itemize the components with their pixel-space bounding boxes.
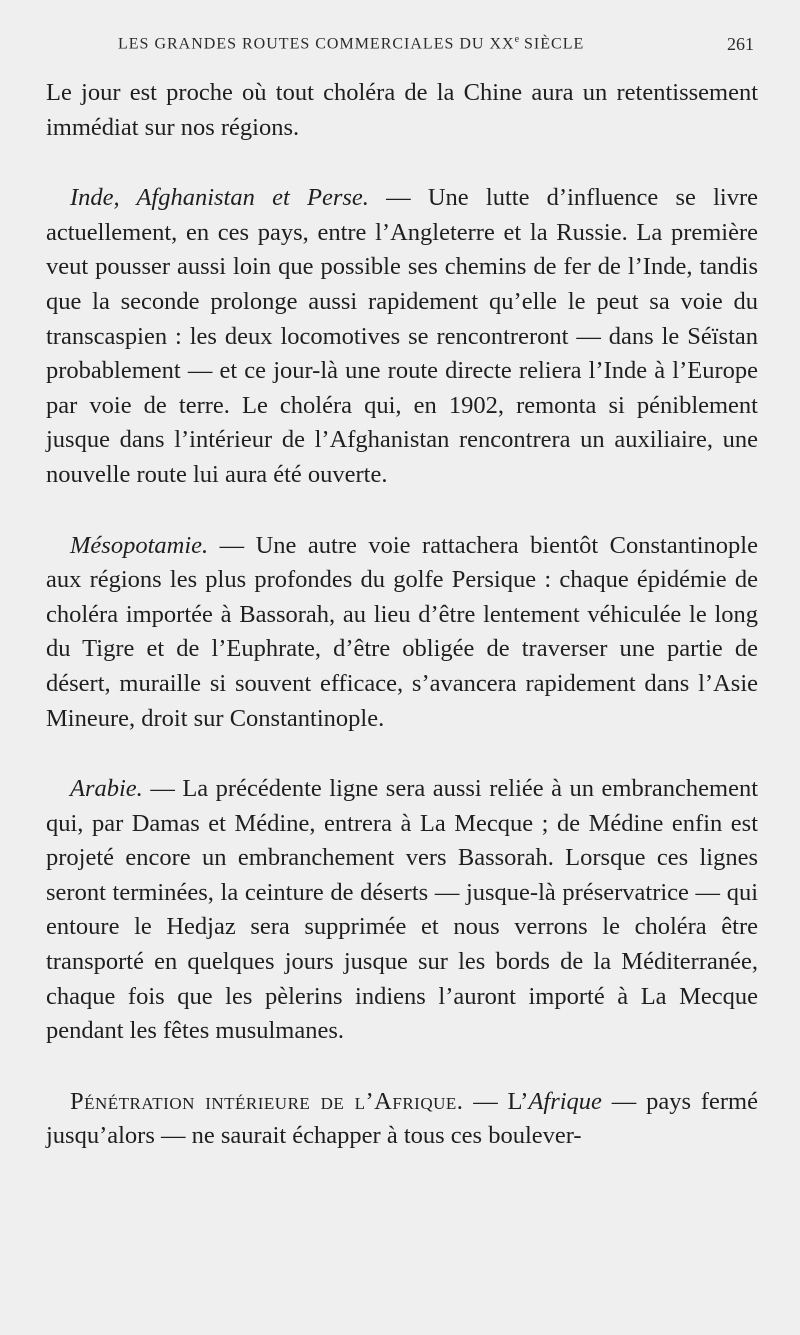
- paragraph-intro: Le jour est proche où tout choléra de la Chine aura un retentissement immédiat sur nos régions.: [46, 79, 758, 141]
- section-lead-inde: Inde, Afghanistan et Perse.: [70, 184, 369, 212]
- paragraph-afrique: Pénétration intérieure de l’Afrique. — L’Afrique — pays fermé jusqu’alors — ne saurait échapper à tous ces boulever-: [46, 1087, 758, 1150]
- paragraph-mesopotamie: Mésopotamie. — Une autre voie rattachera bientôt Constantinople aux régions les plus profondes du golfe Persique : chaque épidémie de choléra importée à Bassorah, au lieu d’être lentement véhiculée le long du Tigre et de l’Euphrate, d’être obligée de traverser une partie de désert, muraille si souvent efficace, s’avancera rapidement dans l’Asie Mineure, droit sur Constantinople.: [46, 531, 758, 732]
- running-header: [118, 34, 758, 58]
- paragraph-gap: [46, 736, 758, 772]
- paragraph-gap: [46, 1049, 758, 1085]
- paragraph-gap: [46, 145, 758, 181]
- body-text: [46, 76, 758, 1154]
- afrique-italic: Afrique: [528, 1087, 602, 1115]
- page-number: 261: [727, 34, 754, 54]
- paragraph-gap: [46, 493, 758, 529]
- section-lead-afrique: Pénétration intérieure de l’Afrique.: [70, 1087, 464, 1115]
- paragraph-inde: Inde, Afghanistan et Perse. — Une lutte d’influence se livre actuellement, en ces pays, entre l’Angleterre et la Russie. La première veut pousser aussi loin que possible ses chemins de fer de l’Inde, tandis que la seconde prolonge aussi rapidement qu’elle le peut sa voie du transcaspien : les deux locomotives se rencontreront — dans le Séïstan probablement — et ce jour-là une route directe reliera l’Inde à l’Europe par voie de terre. Le choléra qui, en 1902, remonta si péniblement jusque dans l’intérieur de l’Afghanistan rencontrera un auxiliaire, une nouvelle route lui aura été ouverte.: [46, 184, 758, 488]
- running-title: LES GRANDES ROUTES COMMERCIALES DU XXe SIÈCLE: [118, 34, 585, 53]
- paragraph-arabie: Arabie. — La précédente ligne sera aussi reliée à un embranchement qui, par Damas et Médine, entrera à La Mecque ; de Médine enfin est projeté encore un embranchement vers Bassorah. Lorsque ces lignes seront terminées, la ceinture de déserts — jusque-là préservatrice — qui entoure le Hedjaz sera supprimée et nous verrons le choléra être transporté en quelques jours jusque sur les bords de la Méditerranée, chaque fois que les pèlerins indiens l’auront importé à La Mecque pendant les fêtes musulmanes.: [46, 775, 758, 1045]
- superscript-e: e: [514, 34, 520, 45]
- section-lead-arabie: Arabie.: [70, 775, 143, 803]
- section-lead-mesopotamie: Mésopotamie.: [70, 531, 209, 559]
